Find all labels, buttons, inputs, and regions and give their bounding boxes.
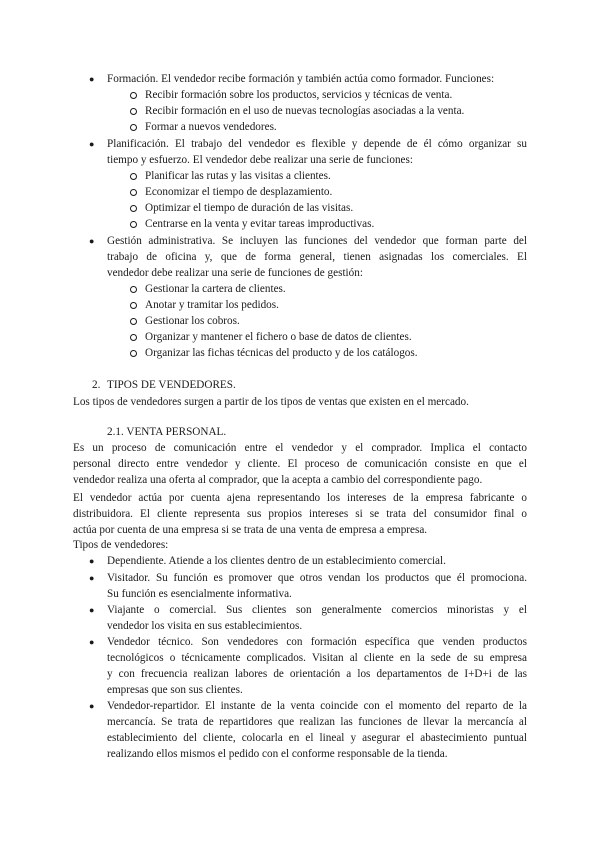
sub-bullet-icon [130, 92, 137, 99]
bullet-icon: ● [89, 139, 95, 149]
paragraph-line: distribuidora. El cliente representa sus propios intereses si se trata del consumidor final o [73, 508, 527, 520]
sub-bullet-icon [130, 205, 137, 212]
sub-bullet-icon [130, 124, 137, 131]
type-line: empresas que son sus clientes. [107, 684, 243, 696]
type-line: Vendedor técnico. Son vendedores con formación específica que venden productos [107, 636, 527, 648]
type-line: Viajante o comercial. Sus clientes son generalmente comercios minoristas y el [107, 604, 527, 616]
paragraph-line: El vendedor actúa por cuenta ajena representando los intereses de la empresa fabricante o [73, 492, 527, 504]
bullet-icon: ● [89, 605, 95, 615]
planificacion-item: Planificar las rutas y las visitas a clientes. [145, 170, 331, 182]
paragraph-line: vendedor realiza una oferta al comprador, que la acepta a cambio del correspondiente pago. [73, 474, 483, 486]
sub-bullet-icon [130, 302, 137, 309]
paragraph-line: Es un proceso de comunicación entre el vendedor y el comprador. Implica el contacto [73, 442, 527, 454]
sub-bullet-icon [130, 108, 137, 115]
paragraph-line: personal directo entre vendedor y cliente. El proceso de comunicación consiste en que el [73, 458, 527, 470]
sub-bullet-icon [130, 318, 137, 325]
bullet-icon: ● [89, 236, 95, 246]
gestion-item: Anotar y tramitar los pedidos. [145, 299, 279, 311]
type-line: Vendedor-repartidor. El instante de la venta coincide con el momento del reparto de la [107, 700, 527, 712]
type-line: Su función es esencialmente informativa. [107, 588, 292, 600]
sub-bullet-icon [130, 173, 137, 180]
sub-bullet-icon [130, 189, 137, 196]
gestion-line: vendedor debe realizar una serie de funciones de gestión: [107, 267, 363, 279]
bullet-icon: ● [89, 701, 95, 711]
paragraph-line: actúa por cuenta de una empresa si se trata de una venta de empresa a empresa. [73, 524, 428, 536]
types-label: Tipos de vendedores: [73, 539, 169, 551]
planificacion-line: tiempo y esfuerzo. El vendedor debe realizar una serie de funciones: [107, 154, 413, 166]
type-line: Dependiente. Atiende a los clientes dentro de un establecimiento comercial. [107, 555, 446, 567]
type-line: vendedor los visita en sus establecimientos. [107, 620, 303, 632]
sub-bullet-icon [130, 334, 137, 341]
type-line: Visitador. Su función es promover que otros vendan los productos que él promociona. [107, 572, 527, 584]
sub-bullet-icon [130, 350, 137, 357]
gestion-item: Organizar las fichas técnicas del producto y de los catálogos. [145, 347, 418, 359]
type-line: y con frecuencia realizan labores de orientación a los departamentos de I+D+i de las [107, 668, 527, 680]
planificacion-line: Planificación. El trabajo del vendedor es flexible y depende de él cómo organizar su [107, 138, 527, 150]
bullet-icon: ● [89, 637, 95, 647]
type-line: realizando ellos mismos el pedido con el conforme responsable de la tienda. [107, 748, 448, 760]
gestion-item: Organizar y mantener el fichero o base de datos de clientes. [145, 331, 412, 343]
gestion-item: Gestionar los cobros. [145, 315, 240, 327]
planificacion-item: Optimizar el tiempo de duración de las visitas. [145, 202, 354, 214]
planificacion-item: Economizar el tiempo de desplazamiento. [145, 186, 333, 198]
bullet-icon: ● [89, 573, 95, 583]
section-number: 2. [92, 379, 101, 391]
bullet-icon: ● [89, 556, 95, 566]
subsection-heading: 2.1. VENTA PERSONAL. [107, 426, 227, 438]
sub-bullet-icon [130, 286, 137, 293]
bullet-icon: ● [89, 74, 95, 84]
formacion-item: Recibir formación sobre los productos, servicios y técnicas de venta. [145, 89, 453, 101]
formacion-text: Formación. El vendedor recibe formación y también actúa como formador. Funciones: [107, 73, 495, 85]
gestion-line: trabajo de oficina y, que de forma general, tienen asignadas los comerciales. El [107, 251, 527, 263]
type-line: mercancía. Se trata de repartidores que realizan las funciones de llevar la mercancía al [107, 716, 527, 728]
gestion-item: Gestionar la cartera de clientes. [145, 283, 286, 295]
formacion-item: Recibir formación en el uso de nuevas tecnologías asociadas a la venta. [145, 105, 465, 117]
planificacion-item: Centrarse en la venta y evitar tareas improductivas. [145, 218, 375, 230]
sub-bullet-icon [130, 221, 137, 228]
type-line: tecnológicos o técnicamente complicados. Visitan al cliente en la sede de su empresa [107, 652, 527, 664]
section-title: TIPOS DE VENDEDORES. [107, 379, 236, 391]
formacion-item: Formar a nuevos vendedores. [145, 121, 277, 133]
gestion-line: Gestión administrativa. Se incluyen las funciones del vendedor que forman parte del [107, 235, 527, 247]
section-intro: Los tipos de vendedores surgen a partir de los tipos de ventas que existen en el mercado. [73, 396, 469, 408]
type-line: establecimiento del cliente, colocarla en el lineal y asegurar el abastecimiento puntual [107, 732, 527, 744]
